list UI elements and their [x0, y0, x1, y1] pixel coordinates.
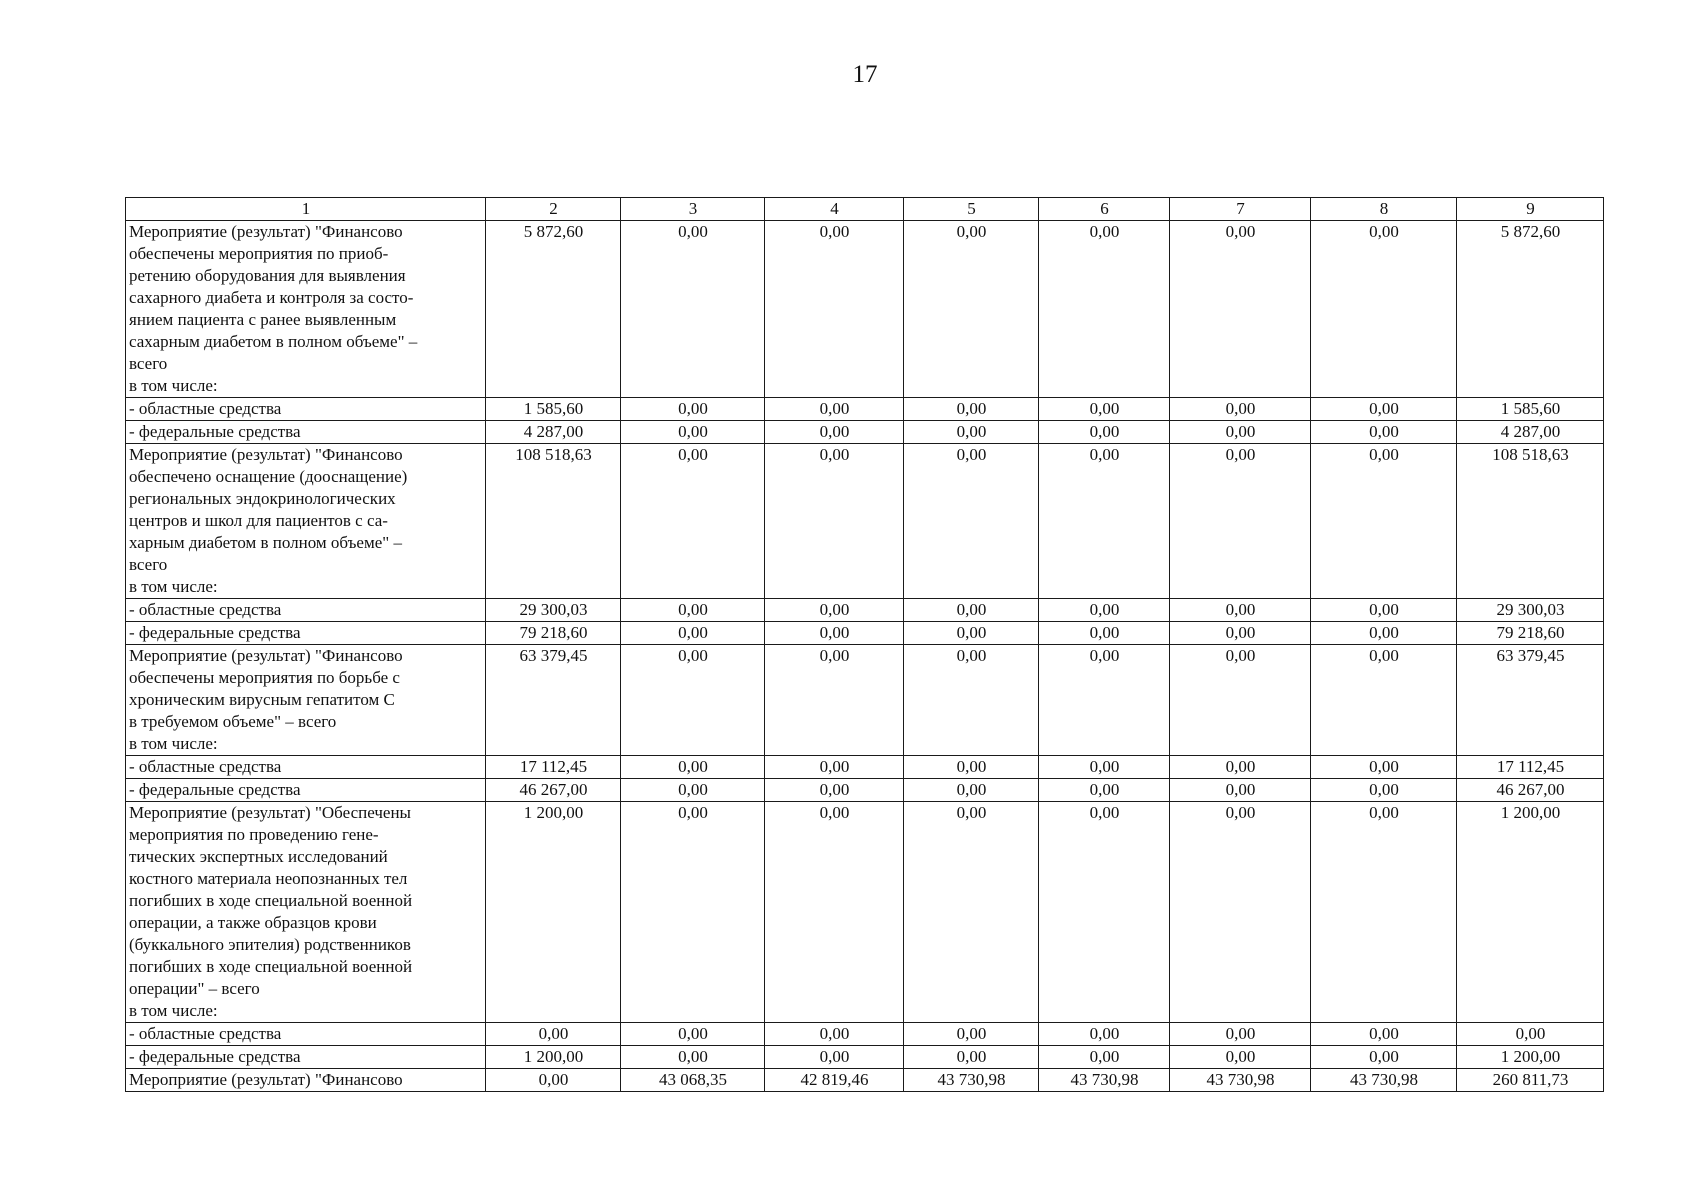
value-cell: 0,00 — [1039, 421, 1170, 444]
row-label: - областные средства — [126, 1023, 486, 1046]
value-cell: 0,00 — [621, 221, 765, 398]
value-cell: 63 379,45 — [486, 645, 621, 756]
column-number-header: 8 — [1311, 198, 1457, 221]
value-cell: 0,00 — [765, 802, 904, 1023]
value-cell: 108 518,63 — [486, 444, 621, 599]
column-number-header: 4 — [765, 198, 904, 221]
value-cell: 0,00 — [904, 599, 1039, 622]
table-row — [126, 221, 1604, 398]
row-label: - федеральные средства — [126, 779, 486, 802]
value-cell: 0,00 — [765, 444, 904, 599]
value-cell: 4 287,00 — [486, 421, 621, 444]
value-cell: 0,00 — [765, 599, 904, 622]
value-cell: 0,00 — [1170, 645, 1311, 756]
value-cell: 0,00 — [1170, 421, 1311, 444]
value-cell: 0,00 — [1170, 444, 1311, 599]
value-cell: 0,00 — [621, 779, 765, 802]
value-cell: 0,00 — [621, 802, 765, 1023]
value-cell: 29 300,03 — [486, 599, 621, 622]
value-cell: 46 267,00 — [486, 779, 621, 802]
value-cell: 0,00 — [621, 398, 765, 421]
value-cell: 0,00 — [1039, 802, 1170, 1023]
value-cell: 1 200,00 — [486, 1046, 621, 1069]
value-cell: 0,00 — [765, 779, 904, 802]
value-cell: 0,00 — [1039, 599, 1170, 622]
row-label: Мероприятие (результат) "Финансово обеспечены мероприятия по борьбе с хроническим вирусным гепатитом С в требуемом объеме" – всего в том числе: — [126, 645, 486, 756]
value-cell: 0,00 — [1170, 756, 1311, 779]
value-cell: 0,00 — [621, 622, 765, 645]
value-cell: 0,00 — [1457, 1023, 1604, 1046]
row-label: Мероприятие (результат) "Обеспечены мероприятия по проведению гене- тических экспертных исследований костного материала неопознанных тел погибших в ходе специальной военной операции, а также образцов крови (буккального эпителия) родственников погибших в ходе специальной военной операции" – всего в том числе: — [126, 802, 486, 1023]
value-cell: 79 218,60 — [1457, 622, 1604, 645]
column-number-header: 9 — [1457, 198, 1604, 221]
value-cell: 0,00 — [765, 398, 904, 421]
table-row — [126, 398, 1604, 421]
value-cell: 108 518,63 — [1457, 444, 1604, 599]
value-cell: 0,00 — [486, 1069, 621, 1092]
value-cell: 0,00 — [1039, 221, 1170, 398]
table-row — [126, 645, 1604, 756]
value-cell: 0,00 — [1039, 1023, 1170, 1046]
value-cell: 0,00 — [904, 622, 1039, 645]
table-header-row — [126, 198, 1604, 221]
value-cell: 0,00 — [1311, 398, 1457, 421]
value-cell: 0,00 — [1170, 779, 1311, 802]
value-cell: 1 200,00 — [1457, 802, 1604, 1023]
value-cell: 0,00 — [1170, 622, 1311, 645]
value-cell: 4 287,00 — [1457, 421, 1604, 444]
value-cell: 0,00 — [621, 421, 765, 444]
value-cell: 0,00 — [904, 802, 1039, 1023]
value-cell: 0,00 — [621, 756, 765, 779]
table-row — [126, 756, 1604, 779]
table-row — [126, 802, 1604, 1023]
value-cell: 0,00 — [1039, 444, 1170, 599]
value-cell: 1 585,60 — [486, 398, 621, 421]
value-cell: 0,00 — [1311, 756, 1457, 779]
value-cell: 0,00 — [1039, 622, 1170, 645]
value-cell: 0,00 — [1039, 398, 1170, 421]
row-label: - федеральные средства — [126, 1046, 486, 1069]
value-cell: 5 872,60 — [1457, 221, 1604, 398]
value-cell: 0,00 — [904, 1023, 1039, 1046]
value-cell: 0,00 — [621, 599, 765, 622]
value-cell: 0,00 — [1311, 622, 1457, 645]
table-body — [126, 198, 1604, 1092]
value-cell: 0,00 — [1311, 779, 1457, 802]
value-cell: 17 112,45 — [486, 756, 621, 779]
value-cell: 0,00 — [621, 645, 765, 756]
value-cell: 0,00 — [1311, 645, 1457, 756]
row-label: - федеральные средства — [126, 622, 486, 645]
value-cell: 43 730,98 — [1311, 1069, 1457, 1092]
column-number-header: 1 — [126, 198, 486, 221]
value-cell: 46 267,00 — [1457, 779, 1604, 802]
row-label: - федеральные средства — [126, 421, 486, 444]
value-cell: 0,00 — [1311, 421, 1457, 444]
table-row — [126, 599, 1604, 622]
row-label: - областные средства — [126, 599, 486, 622]
value-cell: 260 811,73 — [1457, 1069, 1604, 1092]
column-number-header: 2 — [486, 198, 621, 221]
table-row — [126, 1023, 1604, 1046]
value-cell: 0,00 — [904, 221, 1039, 398]
row-label: - областные средства — [126, 398, 486, 421]
column-number-header: 6 — [1039, 198, 1170, 221]
value-cell: 1 200,00 — [486, 802, 621, 1023]
value-cell: 1 200,00 — [1457, 1046, 1604, 1069]
value-cell: 29 300,03 — [1457, 599, 1604, 622]
value-cell: 0,00 — [765, 1046, 904, 1069]
value-cell: 0,00 — [765, 421, 904, 444]
value-cell: 5 872,60 — [486, 221, 621, 398]
table-row — [126, 622, 1604, 645]
column-number-header: 7 — [1170, 198, 1311, 221]
value-cell: 0,00 — [1170, 802, 1311, 1023]
row-label: Мероприятие (результат) "Финансово обеспечены мероприятия по приоб- ретению оборудования для выявления сахарного диабета и контроля за состо- янием пациента с ранее выявленным сахарным диабетом в полном объеме" – всего в том числе: — [126, 221, 486, 398]
value-cell: 0,00 — [1311, 1046, 1457, 1069]
column-number-header: 5 — [904, 198, 1039, 221]
table-row — [126, 1069, 1604, 1092]
value-cell: 0,00 — [904, 398, 1039, 421]
value-cell: 0,00 — [904, 779, 1039, 802]
value-cell: 0,00 — [1311, 599, 1457, 622]
value-cell: 0,00 — [765, 221, 904, 398]
row-label: Мероприятие (результат) "Финансово обеспечено оснащение (дооснащение) региональных эндокринологических центров и школ для пациентов с са- харным диабетом в полном объеме" – всего в том числе: — [126, 444, 486, 599]
value-cell: 0,00 — [1170, 398, 1311, 421]
row-label: Мероприятие (результат) "Финансово — [126, 1069, 486, 1092]
value-cell: 0,00 — [621, 444, 765, 599]
value-cell: 79 218,60 — [486, 622, 621, 645]
page-number: 17 — [852, 61, 878, 88]
row-label: - областные средства — [126, 756, 486, 779]
table-row — [126, 1046, 1604, 1069]
value-cell: 0,00 — [1311, 444, 1457, 599]
value-cell: 43 730,98 — [1039, 1069, 1170, 1092]
value-cell: 0,00 — [765, 1023, 904, 1046]
value-cell: 0,00 — [1311, 802, 1457, 1023]
value-cell: 0,00 — [765, 645, 904, 756]
value-cell: 0,00 — [1039, 645, 1170, 756]
table-row — [126, 779, 1604, 802]
value-cell: 0,00 — [904, 645, 1039, 756]
column-number-header: 3 — [621, 198, 765, 221]
value-cell: 0,00 — [621, 1046, 765, 1069]
value-cell: 0,00 — [1170, 1046, 1311, 1069]
value-cell: 43 730,98 — [904, 1069, 1039, 1092]
value-cell: 1 585,60 — [1457, 398, 1604, 421]
value-cell: 0,00 — [904, 421, 1039, 444]
value-cell: 0,00 — [904, 756, 1039, 779]
value-cell: 0,00 — [904, 1046, 1039, 1069]
table-row — [126, 444, 1604, 599]
value-cell: 43 730,98 — [1170, 1069, 1311, 1092]
value-cell: 42 819,46 — [765, 1069, 904, 1092]
table-row — [126, 421, 1604, 444]
value-cell: 0,00 — [1170, 221, 1311, 398]
value-cell: 63 379,45 — [1457, 645, 1604, 756]
value-cell: 43 068,35 — [621, 1069, 765, 1092]
value-cell: 0,00 — [765, 756, 904, 779]
value-cell: 0,00 — [904, 444, 1039, 599]
value-cell: 0,00 — [621, 1023, 765, 1046]
value-cell: 0,00 — [1170, 1023, 1311, 1046]
value-cell: 17 112,45 — [1457, 756, 1604, 779]
value-cell: 0,00 — [1039, 756, 1170, 779]
budget-table — [125, 197, 1604, 1092]
value-cell: 0,00 — [1311, 1023, 1457, 1046]
value-cell: 0,00 — [1170, 599, 1311, 622]
value-cell: 0,00 — [1311, 221, 1457, 398]
value-cell: 0,00 — [765, 622, 904, 645]
value-cell: 0,00 — [1039, 1046, 1170, 1069]
value-cell: 0,00 — [486, 1023, 621, 1046]
value-cell: 0,00 — [1039, 779, 1170, 802]
